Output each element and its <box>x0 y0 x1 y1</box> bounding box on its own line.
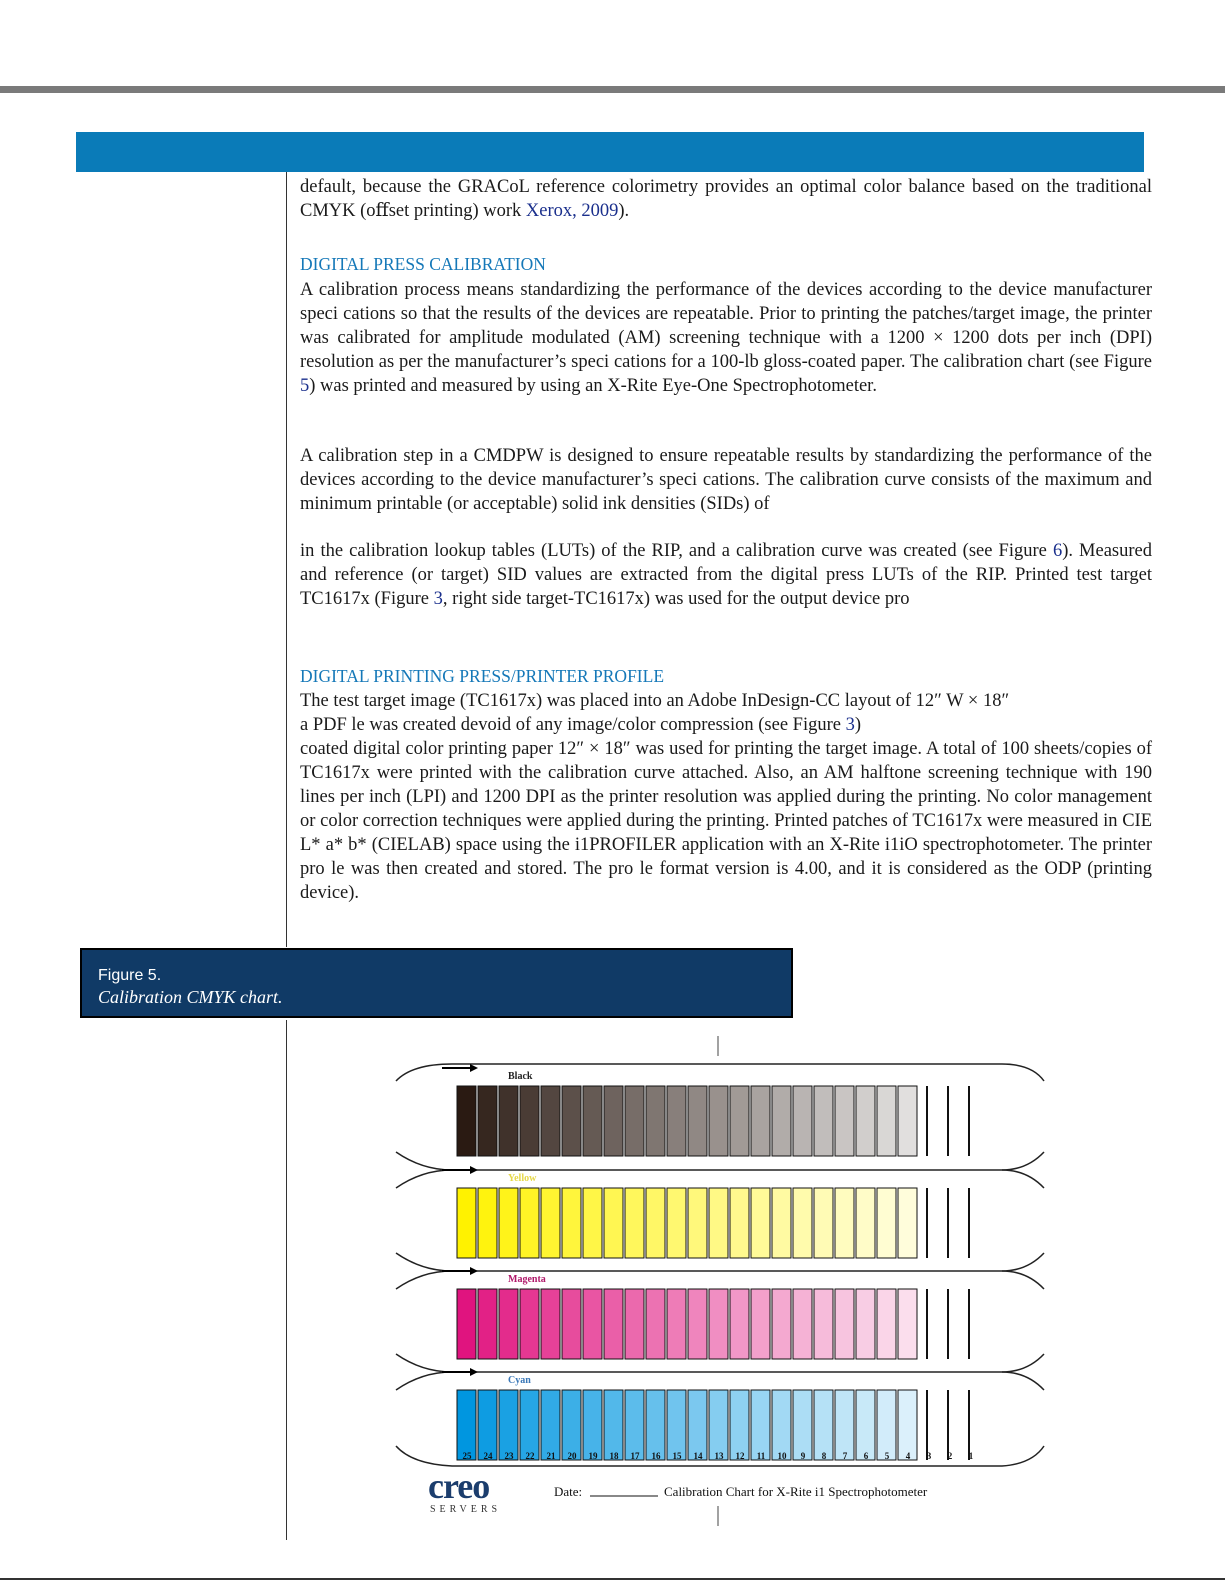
figure-caption: Calibration CMYK chart. <box>98 987 283 1007</box>
chart-patch <box>520 1289 539 1359</box>
chart-patch <box>814 1188 833 1258</box>
chart-row-separator <box>1002 1372 1044 1390</box>
chart-patch <box>688 1188 707 1258</box>
chart-patch <box>793 1390 812 1460</box>
figure-label: Figure 5. <box>98 967 162 984</box>
chart-patch <box>772 1390 791 1460</box>
chart-patch <box>625 1086 644 1156</box>
chart-patch <box>478 1086 497 1156</box>
calibration-chart <box>392 1036 1057 1536</box>
chart-patch <box>583 1188 602 1258</box>
chart-patch <box>730 1390 749 1460</box>
chart-patch <box>709 1086 728 1156</box>
chart-patch <box>562 1289 581 1359</box>
chart-patch <box>667 1390 686 1460</box>
chart-patch <box>478 1390 497 1460</box>
chart-patch <box>856 1086 875 1156</box>
chart-patch-number: 20 <box>567 1451 577 1461</box>
chart-patch <box>688 1086 707 1156</box>
chart-row-separator <box>396 1271 452 1289</box>
chart-patch <box>541 1289 560 1359</box>
chart-patch <box>772 1086 791 1156</box>
chart-patch <box>814 1289 833 1359</box>
chart-patch-number: 14 <box>693 1451 703 1461</box>
chart-patch <box>667 1188 686 1258</box>
chart-patch <box>751 1390 770 1460</box>
chart-patch <box>604 1188 623 1258</box>
chart-patch <box>730 1086 749 1156</box>
date-label: Date: <box>554 1484 583 1499</box>
chart-row-separator <box>396 1170 452 1188</box>
section-header-band <box>76 132 1144 172</box>
chart-patch <box>646 1188 665 1258</box>
chart-row-label: Cyan <box>508 1375 531 1386</box>
figure-caption-box <box>80 948 793 1018</box>
chart-patch <box>499 1188 518 1258</box>
chart-frame-top <box>396 1064 1044 1081</box>
chart-title: Calibration Chart for X-Rite i1 Spectrophotometer <box>664 1484 928 1499</box>
figure-ref-3[interactable]: 3 <box>433 589 443 609</box>
chart-patch <box>835 1390 854 1460</box>
chart-patch <box>856 1188 875 1258</box>
chart-patch <box>499 1289 518 1359</box>
chart-patch-number: 11 <box>756 1451 766 1461</box>
paragraph-intro: default, because the GRACoL reference colorimetry provides an optimal color balance based on the traditional CMYK (oﬀset printing) work Xerox, 2009). <box>300 177 1152 221</box>
chart-patch <box>793 1188 812 1258</box>
chart-patch <box>709 1289 728 1359</box>
chart-patch <box>772 1289 791 1359</box>
paragraph-luts: in the calibration lookup tables (LUTs) of the RIP, and a calibration curve was created (see Figure 6). Measured and reference (or target) SID values are extracted from the digital press LUTs of the RIP. Printed test target TC1617x (Figure 3, right side target-TC1617x) was used for the output device pro <box>300 541 1152 609</box>
top-rule <box>0 86 1225 93</box>
chart-patch <box>898 1289 917 1359</box>
citation-xerox[interactable]: Xerox, 2009 <box>525 201 619 221</box>
chart-patch-number: 23 <box>504 1451 514 1461</box>
chart-patch <box>562 1086 581 1156</box>
chart-patch <box>772 1188 791 1258</box>
chart-patch <box>604 1086 623 1156</box>
chart-patch <box>583 1086 602 1156</box>
chart-patch-number: 1 <box>968 1451 974 1461</box>
chart-patch <box>730 1188 749 1258</box>
chart-patch <box>898 1188 917 1258</box>
heading-printer-profile: DIGITAL PRINTING PRESS/PRINTER PROFILE <box>300 666 665 686</box>
bottom-rule <box>0 1578 1225 1580</box>
chart-patch-number: 2 <box>947 1451 953 1461</box>
chart-patch-number: 13 <box>714 1451 724 1461</box>
chart-patch-number: 3 <box>926 1451 932 1461</box>
chart-arrow-head <box>470 1064 478 1072</box>
chart-patch <box>457 1188 476 1258</box>
chart-patch <box>877 1390 896 1460</box>
chart-patch <box>814 1086 833 1156</box>
chart-patch <box>751 1188 770 1258</box>
chart-patch <box>688 1390 707 1460</box>
chart-patch <box>646 1289 665 1359</box>
chart-patch-number: 24 <box>483 1451 493 1461</box>
chart-patch <box>793 1289 812 1359</box>
chart-patch <box>478 1188 497 1258</box>
chart-patch <box>457 1289 476 1359</box>
chart-patch <box>604 1390 623 1460</box>
chart-patch <box>667 1086 686 1156</box>
chart-patch <box>541 1086 560 1156</box>
chart-patch <box>520 1188 539 1258</box>
figure-ref-3b[interactable]: 3 <box>845 715 855 735</box>
heading-digital-press-calibration: DIGITAL PRESS CALIBRATION <box>300 254 546 274</box>
chart-patch <box>688 1289 707 1359</box>
chart-patch <box>877 1188 896 1258</box>
chart-patch <box>646 1086 665 1156</box>
chart-patch <box>793 1086 812 1156</box>
chart-row-label: Yellow <box>508 1173 537 1184</box>
chart-row-separator <box>1002 1271 1044 1289</box>
chart-patch <box>478 1289 497 1359</box>
paragraph-calibration-step: A calibration step in a CMDPW is designed to ensure repeatable results by standardizing the performance of the devices according to the device manufacturer’s speci cations. The calibration curve consists of the maximum and minimum printable (or acceptable) solid ink densities (SIDs) of <box>300 446 1152 514</box>
chart-patch-number: 17 <box>630 1451 640 1461</box>
chart-patch <box>835 1289 854 1359</box>
paragraph-test-target: The test target image (TC1617x) was placed into an Adobe InDesign-CC layout of 12″ W × 18″ a PDF le was created devoid of any image/color compression (see Figure 3) coated digital color printing paper 12″ × 18″ was used for printing the target image. A total of 100 sheets/copies of TC1617x were printed with the calibration curve attached. Also, an AM halftone screening technique with 190 lines per inch (LPI) and 1200 DPI as the printer resolution was applied during the printing. No color management or color correction techniques were applied during the printing. Printed patches of TC1617x were measured in CIE L* a* b* (CIELAB) space using the i1PROFILER application with an X-Rite i1iO spectrophotometer. The printer pro le was then created and stored. The pro le format version is 4.00, and it is considered as the ODP (printing device). <box>300 691 1152 903</box>
chart-patch <box>604 1289 623 1359</box>
chart-arrow-head <box>470 1368 478 1376</box>
chart-patch <box>856 1289 875 1359</box>
chart-patch-number: 12 <box>735 1451 745 1461</box>
chart-patch-number: 4 <box>905 1451 911 1461</box>
chart-patch <box>898 1086 917 1156</box>
figure-ref-5[interactable]: 5 <box>300 376 310 396</box>
chart-patch <box>709 1390 728 1460</box>
chart-patch <box>835 1188 854 1258</box>
chart-patch-number: 21 <box>546 1451 556 1461</box>
chart-patch <box>562 1390 581 1460</box>
chart-row-label: Black <box>508 1071 533 1082</box>
chart-patch <box>499 1086 518 1156</box>
chart-patch-number: 10 <box>777 1451 787 1461</box>
creo-logo: creo <box>428 1466 490 1506</box>
chart-patch-number: 25 <box>462 1451 472 1461</box>
chart-patch-number: 7 <box>842 1451 848 1461</box>
chart-patch <box>499 1390 518 1460</box>
chart-patch-number: 16 <box>651 1451 661 1461</box>
chart-patch <box>625 1289 644 1359</box>
chart-patch <box>751 1289 770 1359</box>
chart-patch <box>646 1390 665 1460</box>
chart-row-separator <box>1002 1170 1044 1188</box>
chart-arrow-head <box>470 1267 478 1275</box>
chart-patch <box>625 1188 644 1258</box>
chart-patch-number: 15 <box>672 1451 682 1461</box>
chart-patch <box>814 1390 833 1460</box>
chart-patch <box>520 1390 539 1460</box>
column-divider-lower <box>286 1020 287 1540</box>
chart-patch <box>898 1390 917 1460</box>
chart-patch <box>877 1289 896 1359</box>
figure-ref-6[interactable]: 6 <box>1052 541 1063 561</box>
chart-patch <box>730 1289 749 1359</box>
chart-row-separator <box>396 1372 452 1390</box>
chart-patch-number: 5 <box>884 1451 890 1461</box>
chart-patch <box>667 1289 686 1359</box>
chart-patch-number: 22 <box>525 1451 535 1461</box>
chart-patch <box>457 1086 476 1156</box>
chart-patch <box>877 1086 896 1156</box>
chart-patch <box>583 1390 602 1460</box>
chart-patch-number: 6 <box>863 1451 869 1461</box>
chart-patch <box>520 1086 539 1156</box>
chart-patch <box>751 1086 770 1156</box>
chart-arrow-head <box>470 1166 478 1174</box>
chart-patch <box>457 1390 476 1460</box>
chart-patch-number: 9 <box>800 1451 806 1461</box>
chart-row-label: Magenta <box>508 1274 546 1285</box>
chart-patch <box>562 1188 581 1258</box>
chart-patch-number: 8 <box>821 1451 827 1461</box>
chart-patch <box>856 1390 875 1460</box>
chart-patch <box>541 1188 560 1258</box>
column-divider-upper <box>286 172 287 947</box>
chart-patch <box>583 1289 602 1359</box>
paragraph-calibration-process: A calibration process means standardizing the performance of the devices according to the device manufacturer speci cations so that the results of the devices are repeatable. Prior to printing the patches/target image, the printer was calibrated for amplitude modulated (AM) screening technique with a 1200 × 1200 dots per inch (DPI) resolution as per the manufacturer’s speci cations for a 100-lb gloss-coated paper. The calibration chart (see Figure 5) was printed and measured by using an X-Rite Eye-One Spectrophotometer. <box>300 280 1152 396</box>
chart-patch <box>709 1188 728 1258</box>
chart-patch <box>835 1086 854 1156</box>
chart-patch-number: 19 <box>588 1451 598 1461</box>
chart-patch <box>625 1390 644 1460</box>
chart-patch-number: 18 <box>609 1451 619 1461</box>
chart-patch <box>541 1390 560 1460</box>
creo-logo-subtitle: SERVERS <box>430 1504 502 1515</box>
